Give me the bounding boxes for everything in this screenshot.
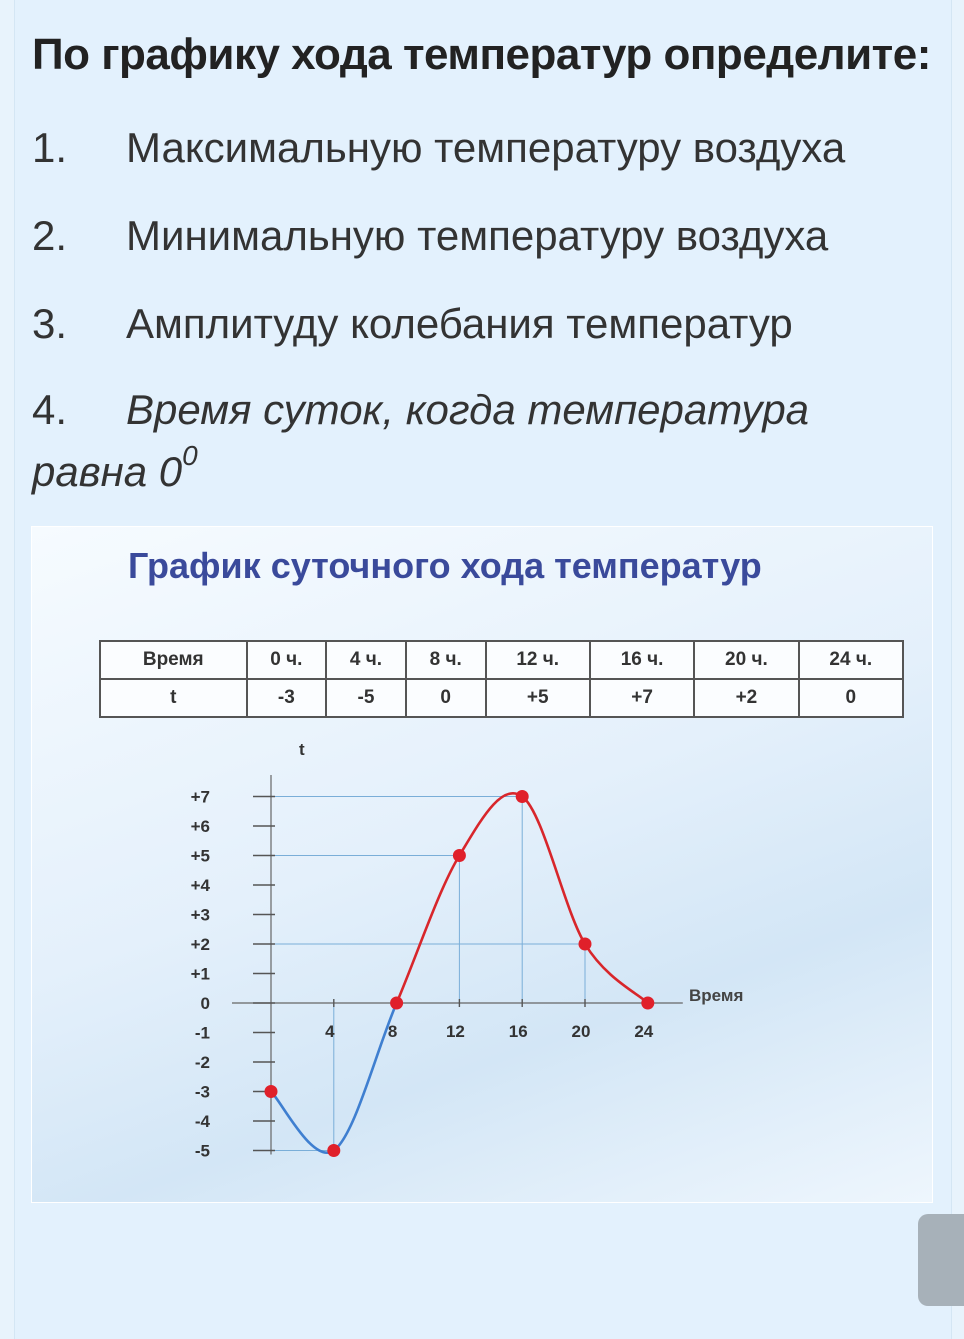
data-point: [390, 997, 403, 1010]
grid-lines: [271, 797, 585, 1151]
y-axis-ticks: [191, 788, 275, 1161]
question-heading: По графику хода температур определите:: [32, 30, 931, 79]
y-tick-label: +2: [190, 935, 210, 954]
table-cell: t: [100, 679, 247, 717]
y-tick-label: +7: [190, 787, 210, 807]
item-text: Минимальную температуру воздуха: [126, 212, 829, 259]
x-tick-label: 12: [445, 1022, 465, 1041]
table-cell: 12 ч.: [486, 641, 590, 679]
table-cell: 20 ч.: [694, 641, 798, 679]
table-cell: -5: [326, 679, 406, 717]
table-cell: 8 ч.: [406, 641, 486, 679]
y-axis-label: t: [299, 740, 305, 759]
table-cell: 0: [799, 679, 903, 717]
table-cell: 24 ч.: [799, 641, 903, 679]
table-cell: +7: [590, 679, 694, 717]
chart-image: [31, 526, 933, 1203]
y-tick-label: +3: [190, 905, 210, 925]
table-cell: 16 ч.: [590, 641, 694, 679]
data-point: [579, 938, 592, 951]
data-point: [453, 849, 466, 862]
x-tick-label: 20: [571, 1022, 591, 1041]
table-cell: Время: [100, 641, 247, 679]
item-text: Амплитуду колебания температур: [126, 300, 793, 347]
x-tick-label: 4: [325, 1022, 335, 1041]
x-axis-ticks: [325, 999, 654, 1041]
y-tick-label: 0: [200, 994, 210, 1013]
y-tick-label: -4: [194, 1112, 210, 1131]
x-tick-label: 8: [387, 1022, 398, 1041]
y-tick-label: -3: [194, 1082, 210, 1102]
question-item-4-continuation: [32, 440, 198, 496]
y-tick-label: -1: [194, 1023, 210, 1043]
chart-title: График суточного хода температур: [128, 545, 762, 586]
x-tick-label: 16: [508, 1022, 528, 1041]
item-text: Максимальную температуру воздуха: [126, 124, 846, 171]
item-number: 4.: [32, 386, 68, 433]
y-tick-label: +6: [190, 817, 210, 836]
table-cell: 4 ч.: [326, 641, 406, 679]
y-tick-label: -5: [194, 1141, 210, 1161]
continuation-text: равна 0: [32, 448, 183, 495]
table-cell: +5: [486, 679, 590, 717]
item-number: 1.: [32, 124, 68, 171]
data-point: [265, 1085, 278, 1098]
y-tick-label: +5: [190, 846, 210, 866]
y-tick-label: +1: [190, 964, 210, 984]
data-point: [327, 1144, 340, 1157]
item-number: 3.: [32, 300, 68, 347]
item-text: Время суток, когда температура: [126, 386, 810, 433]
table-cell: 0 ч.: [247, 641, 327, 679]
table-cell: 0: [406, 679, 486, 717]
x-tick-label: 24: [634, 1022, 654, 1041]
item-number: 2.: [32, 212, 68, 259]
y-tick-label: -2: [194, 1053, 210, 1072]
degree-superscript: 0: [182, 440, 198, 471]
data-point: [516, 790, 529, 803]
scroll-to-top-button[interactable]: [918, 1214, 964, 1306]
y-tick-label: +4: [190, 876, 210, 895]
table-cell: -3: [247, 679, 327, 717]
axes: [232, 775, 683, 1155]
table-cell: +2: [694, 679, 798, 717]
data-point: [641, 997, 654, 1010]
x-axis-label: Время: [689, 986, 744, 1005]
temperature-chart: [32, 527, 932, 1202]
